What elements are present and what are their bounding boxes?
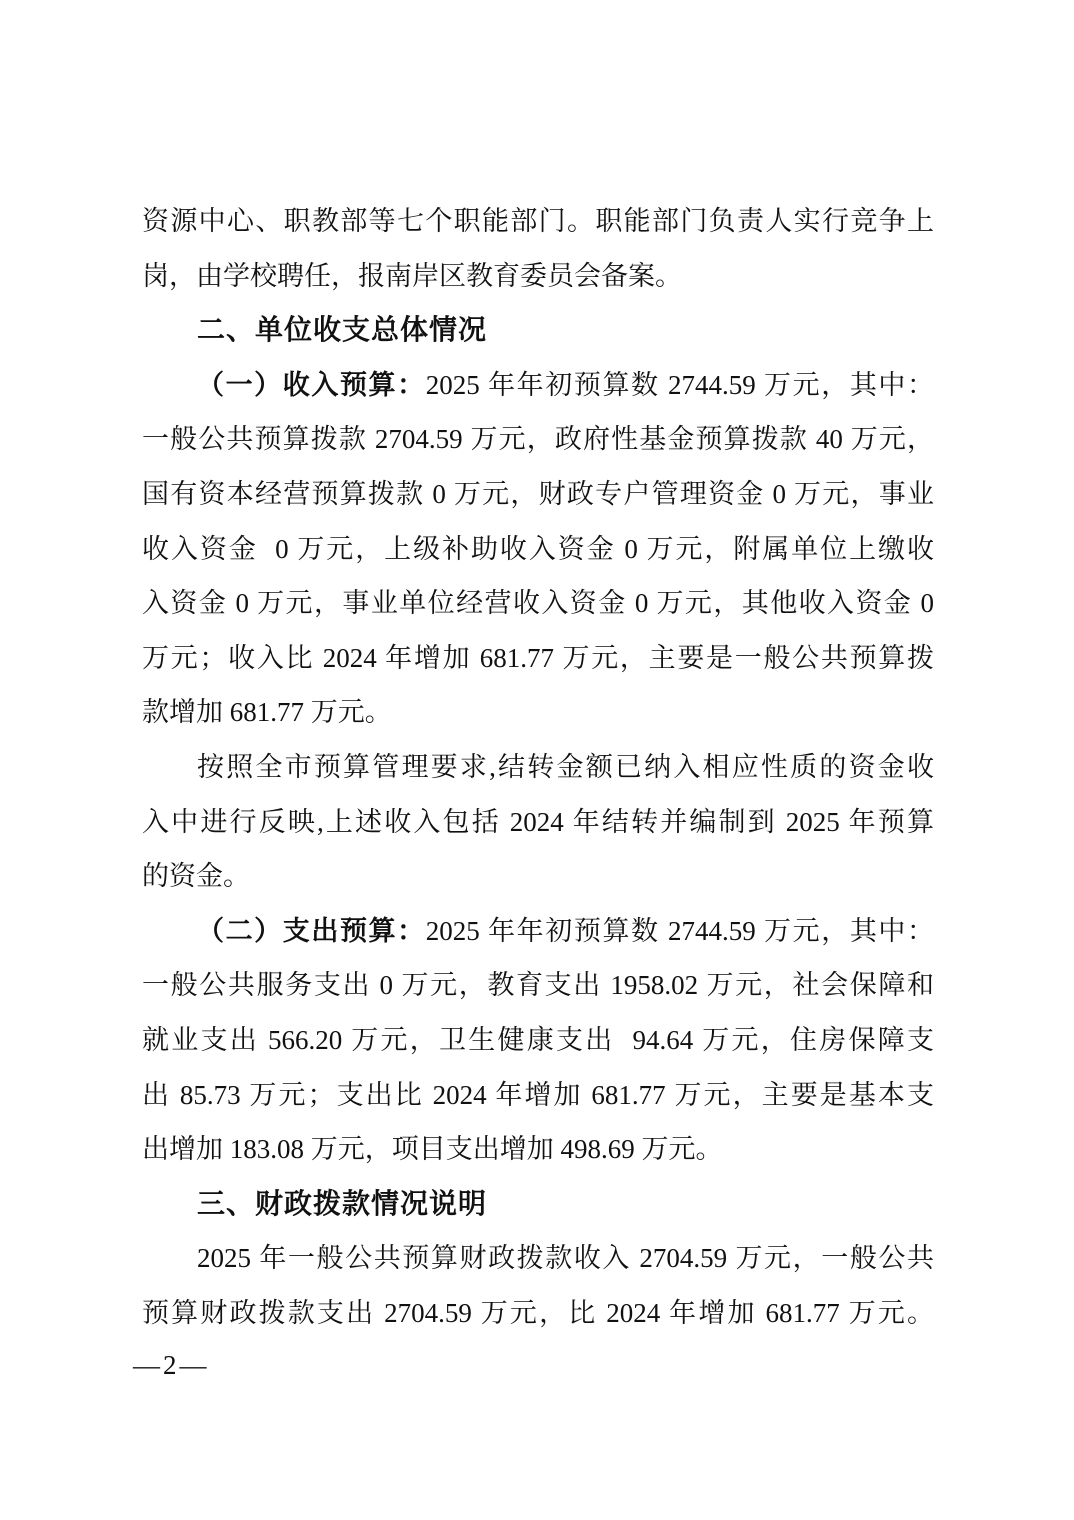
text-line bbox=[142, 576, 934, 631]
text-segment: 预算财政拨款支出 2704.59 万元，比 2024 年增加 681.77 万元。 bbox=[142, 1297, 934, 1328]
text-line bbox=[142, 1068, 934, 1123]
text-segment: 入中进行反映,上述收入包括 2024 年结转并编制到 2025 年预算 bbox=[142, 806, 934, 837]
para-fiscal-appropriation bbox=[142, 1231, 934, 1340]
text-segment: 岗，由学校聘任，报南岸区教育委员会备案。 bbox=[142, 260, 682, 291]
text-segment: 款增加 681.77 万元。 bbox=[142, 697, 392, 728]
text-segment: 按照全市预算管理要求,结转金额已纳入相应性质的资金收 bbox=[197, 751, 934, 782]
text-line bbox=[142, 522, 934, 577]
text-segment: 2025 年一般公共预算财政拨款收入 2704.59 万元，一般公共 bbox=[197, 1243, 934, 1274]
heading-section-3: 三、财政拨款情况说明 bbox=[197, 1187, 488, 1219]
text-line bbox=[142, 1122, 934, 1177]
para-carryover-note bbox=[142, 740, 934, 904]
text-segment: 2025 年年初预算数 2744.59 万元，其中： bbox=[425, 915, 935, 946]
text-line bbox=[142, 631, 934, 686]
text-segment: 的资金。 bbox=[142, 861, 250, 892]
text-segment: 资源中心、职教部等七个职能部门。职能部门负责人实行竞争上 bbox=[142, 206, 934, 236]
text-line bbox=[142, 958, 934, 1013]
text-segment: 一般公共服务支出 0 万元，教育支出 1958.02 万元，社会保障和 bbox=[142, 970, 934, 1001]
text-line bbox=[142, 412, 934, 467]
text-segment: 出增加 183.08 万元，项目支出增加 498.69 万元。 bbox=[142, 1134, 723, 1165]
text-line bbox=[142, 904, 934, 959]
text-segment: 就业支出 566.20 万元，卫生健康支出 94.64 万元，住房保障支 bbox=[142, 1024, 934, 1055]
page-number: —2— bbox=[133, 1350, 210, 1380]
text-segment: 2025 年年初预算数 2744.59 万元，其中： bbox=[425, 369, 935, 400]
text-segment: 收入资金 0 万元，上级补助收入资金 0 万元，附属单位上缴收 bbox=[142, 533, 934, 564]
text-line bbox=[142, 849, 934, 904]
text-line bbox=[142, 1231, 934, 1286]
emphasis-lead: （一）收入预算： bbox=[197, 369, 426, 400]
text-line bbox=[142, 1013, 934, 1068]
text-line bbox=[142, 194, 934, 249]
emphasis-lead: （二）支出预算： bbox=[197, 915, 426, 946]
text-line bbox=[142, 358, 934, 413]
text-segment: 出 85.73 万元；支出比 2024 年增加 681.77 万元，主要是基本支 bbox=[142, 1079, 934, 1110]
para-expenditure-budget bbox=[142, 904, 934, 1177]
text-segment: 一般公共预算拨款 2704.59 万元，政府性基金预算拨款 40 万元， bbox=[142, 424, 934, 455]
text-line bbox=[142, 467, 934, 522]
text-segment: 国有资本经营预算拨款 0 万元，财政专户管理资金 0 万元，事业 bbox=[142, 478, 934, 509]
text-line bbox=[142, 685, 934, 740]
document-body bbox=[142, 194, 934, 1340]
text-line bbox=[142, 740, 934, 795]
para-continuation bbox=[142, 194, 934, 303]
para-income-budget bbox=[142, 358, 934, 740]
text-line bbox=[142, 795, 934, 850]
text-segment: 入资金 0 万元，事业单位经营收入资金 0 万元，其他收入资金 0 bbox=[142, 588, 934, 619]
text-segment: 万元；收入比 2024 年增加 681.77 万元，主要是一般公共预算拨 bbox=[142, 642, 934, 673]
text-line bbox=[142, 1286, 934, 1341]
heading-section-2: 二、单位收支总体情况 bbox=[197, 314, 488, 346]
text-line bbox=[142, 249, 934, 304]
